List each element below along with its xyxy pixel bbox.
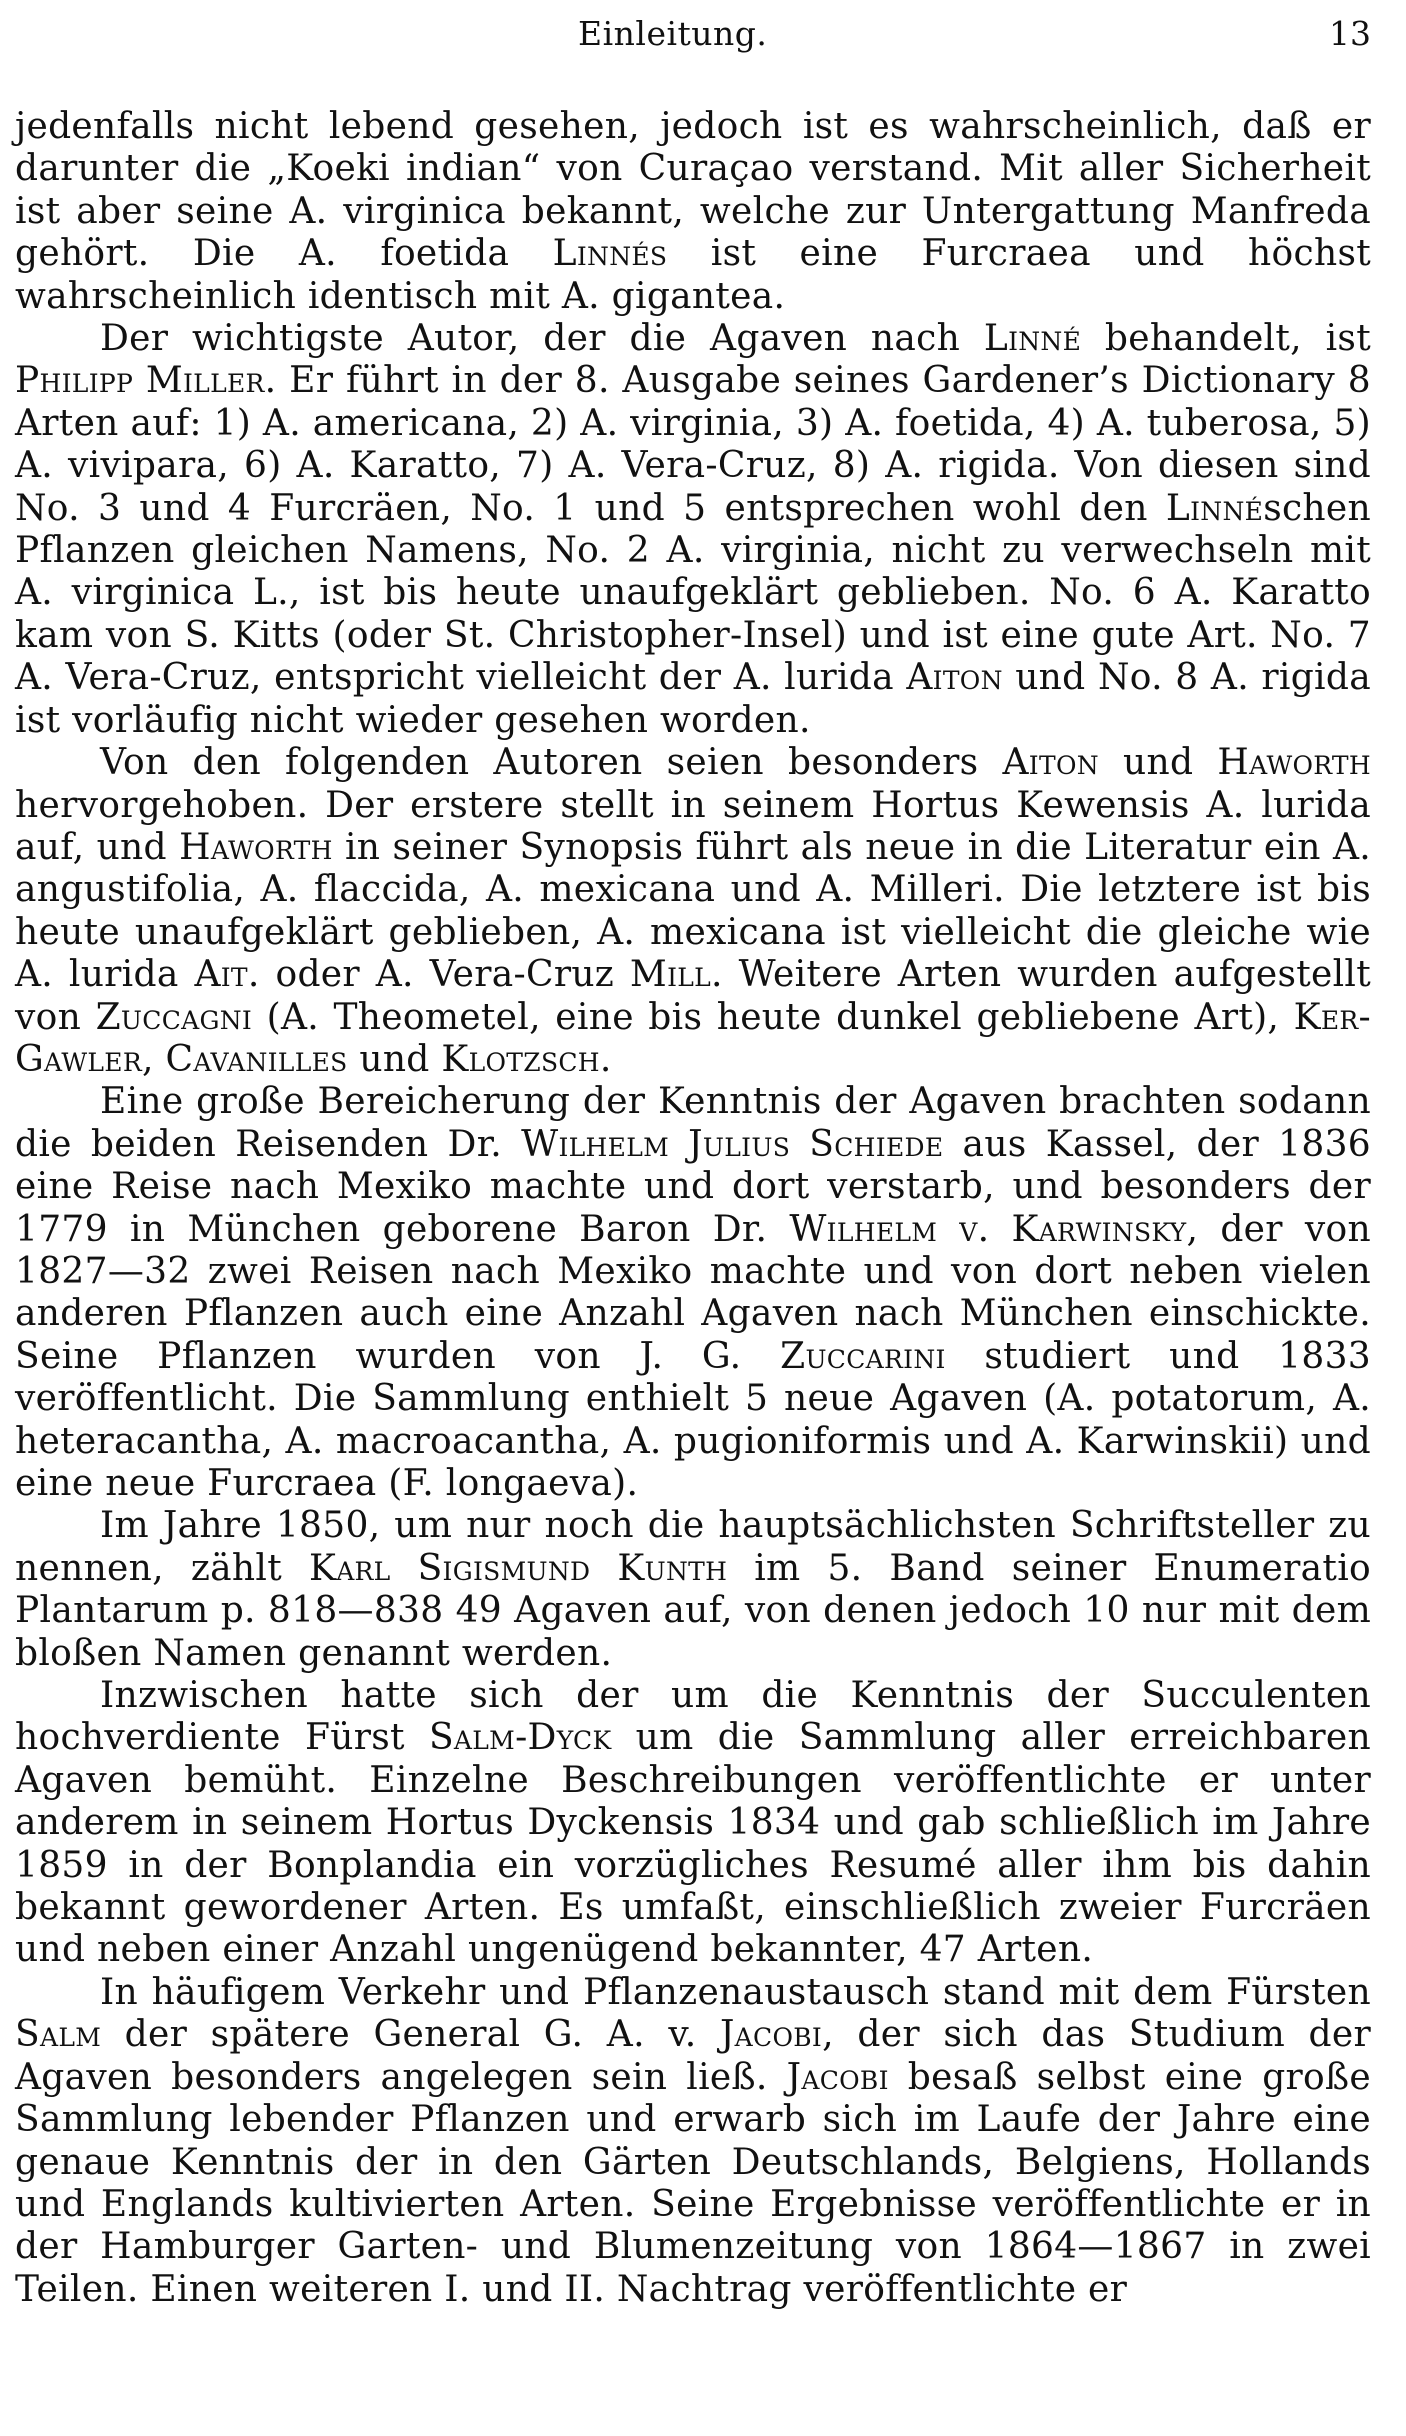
text-segment: Der wichtigste Autor, der die Agaven nach [100, 318, 984, 360]
author-name: Zuccagni [95, 996, 253, 1038]
text-segment: der spätere General G. A. v. [101, 2014, 720, 2056]
author-name: Klotzsch [441, 1038, 600, 1080]
author-name: Haworth [179, 826, 333, 868]
author-name: Zuccarini [780, 1335, 946, 1377]
author-name: Aiton [1002, 742, 1099, 784]
paragraph [15, 106, 1371, 318]
author-name: Salm [15, 2014, 102, 2056]
page-number: 13 [1329, 14, 1371, 53]
running-title: Einleitung. [578, 14, 768, 53]
author-name: Ait. [194, 954, 260, 996]
text-segment: , [141, 1038, 166, 1080]
text-segment: studiert und 1833 veröffentlicht. Die Sammlung enthielt 5 neue Agaven (A. potatorum, A. heteracantha, A. macroacantha, A. pugioniformis und A. Karwinskii) und eine neue Furcraea (F. longaeva). [15, 1335, 1371, 1504]
text-segment: Von den folgenden Autoren seien besonders [100, 742, 1003, 784]
body-text [15, 106, 1371, 2311]
text-segment: besaß selbst eine große Sammlung lebender Pflanzen und erwarb sich im Laufe der Jahre eine genaue Kenntnis der in den Gärten Deutschlands, Belgiens, Hollands und Englands kultivierten Arten. Seine Ergebnisse veröffentlichte er in der Hamburger Garten- und Blumenzeitung von 1864—1867 in zwei Teilen. Einen weiteren I. und II. Nachtrag veröffentlichte er [15, 2056, 1371, 2310]
author-name: Haworth [1217, 742, 1371, 784]
author-name: Karl Sigismund Kunth [309, 1547, 728, 1589]
text-segment: jedenfalls nicht lebend gesehen, jedoch ist es wahrscheinlich, daß er darunter die „Koeki indian“ von Curaçao verstand. Mit aller Sicherheit ist aber seine A. virginica bekannt, welche zur Untergattung Manfreda gehört. Die A. foetida [15, 106, 1371, 275]
text-segment: und [347, 1038, 442, 1080]
author-name: Cavanilles [165, 1038, 348, 1080]
text-segment: , der von 1827—32 zwei Reisen nach Mexiko machte und von dort neben vielen anderen Pflanzen auch eine Anzahl Agaven nach München einschickte. Seine Pflanzen wurden von J. G. [15, 1208, 1371, 1377]
author-name: Aiton [906, 657, 1003, 699]
author-name: Wilhelm v. Karwinsky [789, 1208, 1187, 1250]
running-head [15, 0, 1371, 74]
author-name: Jacobi [719, 2014, 823, 2056]
text-segment: und [1098, 742, 1218, 784]
author-name: Wilhelm Julius Schiede [521, 1123, 944, 1165]
author-name: Linné [1165, 487, 1264, 529]
text-segment: in seiner Synopsis führt als neue in die Literatur ein A. angustifolia, A. flaccida, A. mexicana und A. Milleri. Die letztere ist bis heute unaufgeklärt geblieben, A. mexicana ist vielleicht die gleiche wie A. lurida [15, 826, 1371, 996]
text-segment: . [599, 1038, 612, 1080]
text-segment: schen Pflanzen gleichen Namens, No. 2 A. virginia, nicht zu verwechseln mit A. virginica L., ist bis heute unaufgeklärt geblieben. No. 6 A. Karatto kam von S. Kitts (oder St. Christopher-Insel) und ist eine gute Art. No. 7 A. Vera-Cruz, entspricht vielleicht der A. lurida [15, 487, 1371, 699]
paragraph [15, 318, 1371, 742]
text-segment: In häufigem Verkehr und Pflanzenaustausch stand mit dem Fürsten [100, 1971, 1371, 2013]
text-segment: Im Jahre 1850, um nur noch die hauptsächlichsten Schriftsteller zu nennen, zählt [15, 1505, 1371, 1589]
text-segment: hervorgehoben. Der erstere stellt in seinem Hortus Kewensis A. lurida auf, und [15, 784, 1371, 868]
author-name: Jacobi [786, 2056, 889, 2098]
author-name: Linné [983, 318, 1082, 360]
text-segment: Weitere Arten wurden aufgestellt von [15, 954, 1371, 1038]
paragraph [15, 1081, 1371, 1505]
text-segment: . Er führt in der 8. Ausgabe seines Gardener’s Dictionary 8 Arten auf: 1) A. americana, 2) A. virginia, 3) A. foetida, 4) A. tuberosa, 5) A. vivipara, 6) A. Karatto, 7) A. Vera-Cruz, 8) A. rigida. Von diesen sind No. 3 und 4 Furcräen, No. 1 und 5 entsprechen wohl den [15, 360, 1371, 529]
text-segment: um die Sammlung aller erreichbaren Agaven bemüht. Einzelne Beschreibungen veröffentlichte er unter anderem in seinem Hortus Dyckensis 1834 und gab schließlich im Jahre 1859 in der Bonplandia ein vorzügliches Resumé aller ihm bis dahin bekannt gewordener Arten. Es umfaßt, einschließlich zweier Furcräen und neben einer Anzahl ungenügend bekannter, 47 Arten. [15, 1717, 1371, 1971]
text-segment: Inzwischen hatte sich der um die Kenntnis der Succulenten hochverdiente Fürst [15, 1675, 1371, 1759]
author-name: Ker-Gawler [15, 996, 1372, 1080]
text-segment: oder A. Vera-Cruz [259, 954, 630, 996]
author-name: Linnés [552, 233, 668, 275]
author-name: Mill. [629, 954, 723, 996]
text-segment: behandelt, ist [1081, 318, 1371, 360]
paragraph [15, 742, 1371, 1081]
text-segment: und No. 8 A. rigida ist vorläufig nicht wieder gesehen worden. [15, 657, 1371, 741]
text-segment: , der sich das Studium der Agaven besonders angelegen sein ließ. [15, 2014, 1371, 2098]
paragraph [15, 1675, 1371, 1972]
paragraph [15, 1972, 1371, 2311]
author-name: Philipp Miller [15, 360, 265, 402]
author-name: Salm-Dyck [428, 1717, 612, 1759]
text-segment: im 5. Band seiner Enumeratio Plantarum p. 818—838 49 Agaven auf, von denen jedoch 10 nur mit dem bloßen Namen genannt werden. [15, 1547, 1371, 1674]
text-segment: (A. Theometel, eine bis heute dunkel gebliebene Art), [252, 996, 1294, 1038]
text-segment: ist eine Furcraea und höchst wahrscheinlich identisch mit A. gigantea. [15, 233, 1371, 317]
text-segment: aus Kassel, der 1836 eine Reise nach Mexiko machte und dort verstarb, und besonders der 1779 in München geborene Baron Dr. [15, 1123, 1371, 1250]
paragraph [15, 1505, 1371, 1675]
text-segment: Eine große Bereicherung der Kenntnis der Agaven brachten sodann die beiden Reisenden Dr. [15, 1081, 1371, 1165]
